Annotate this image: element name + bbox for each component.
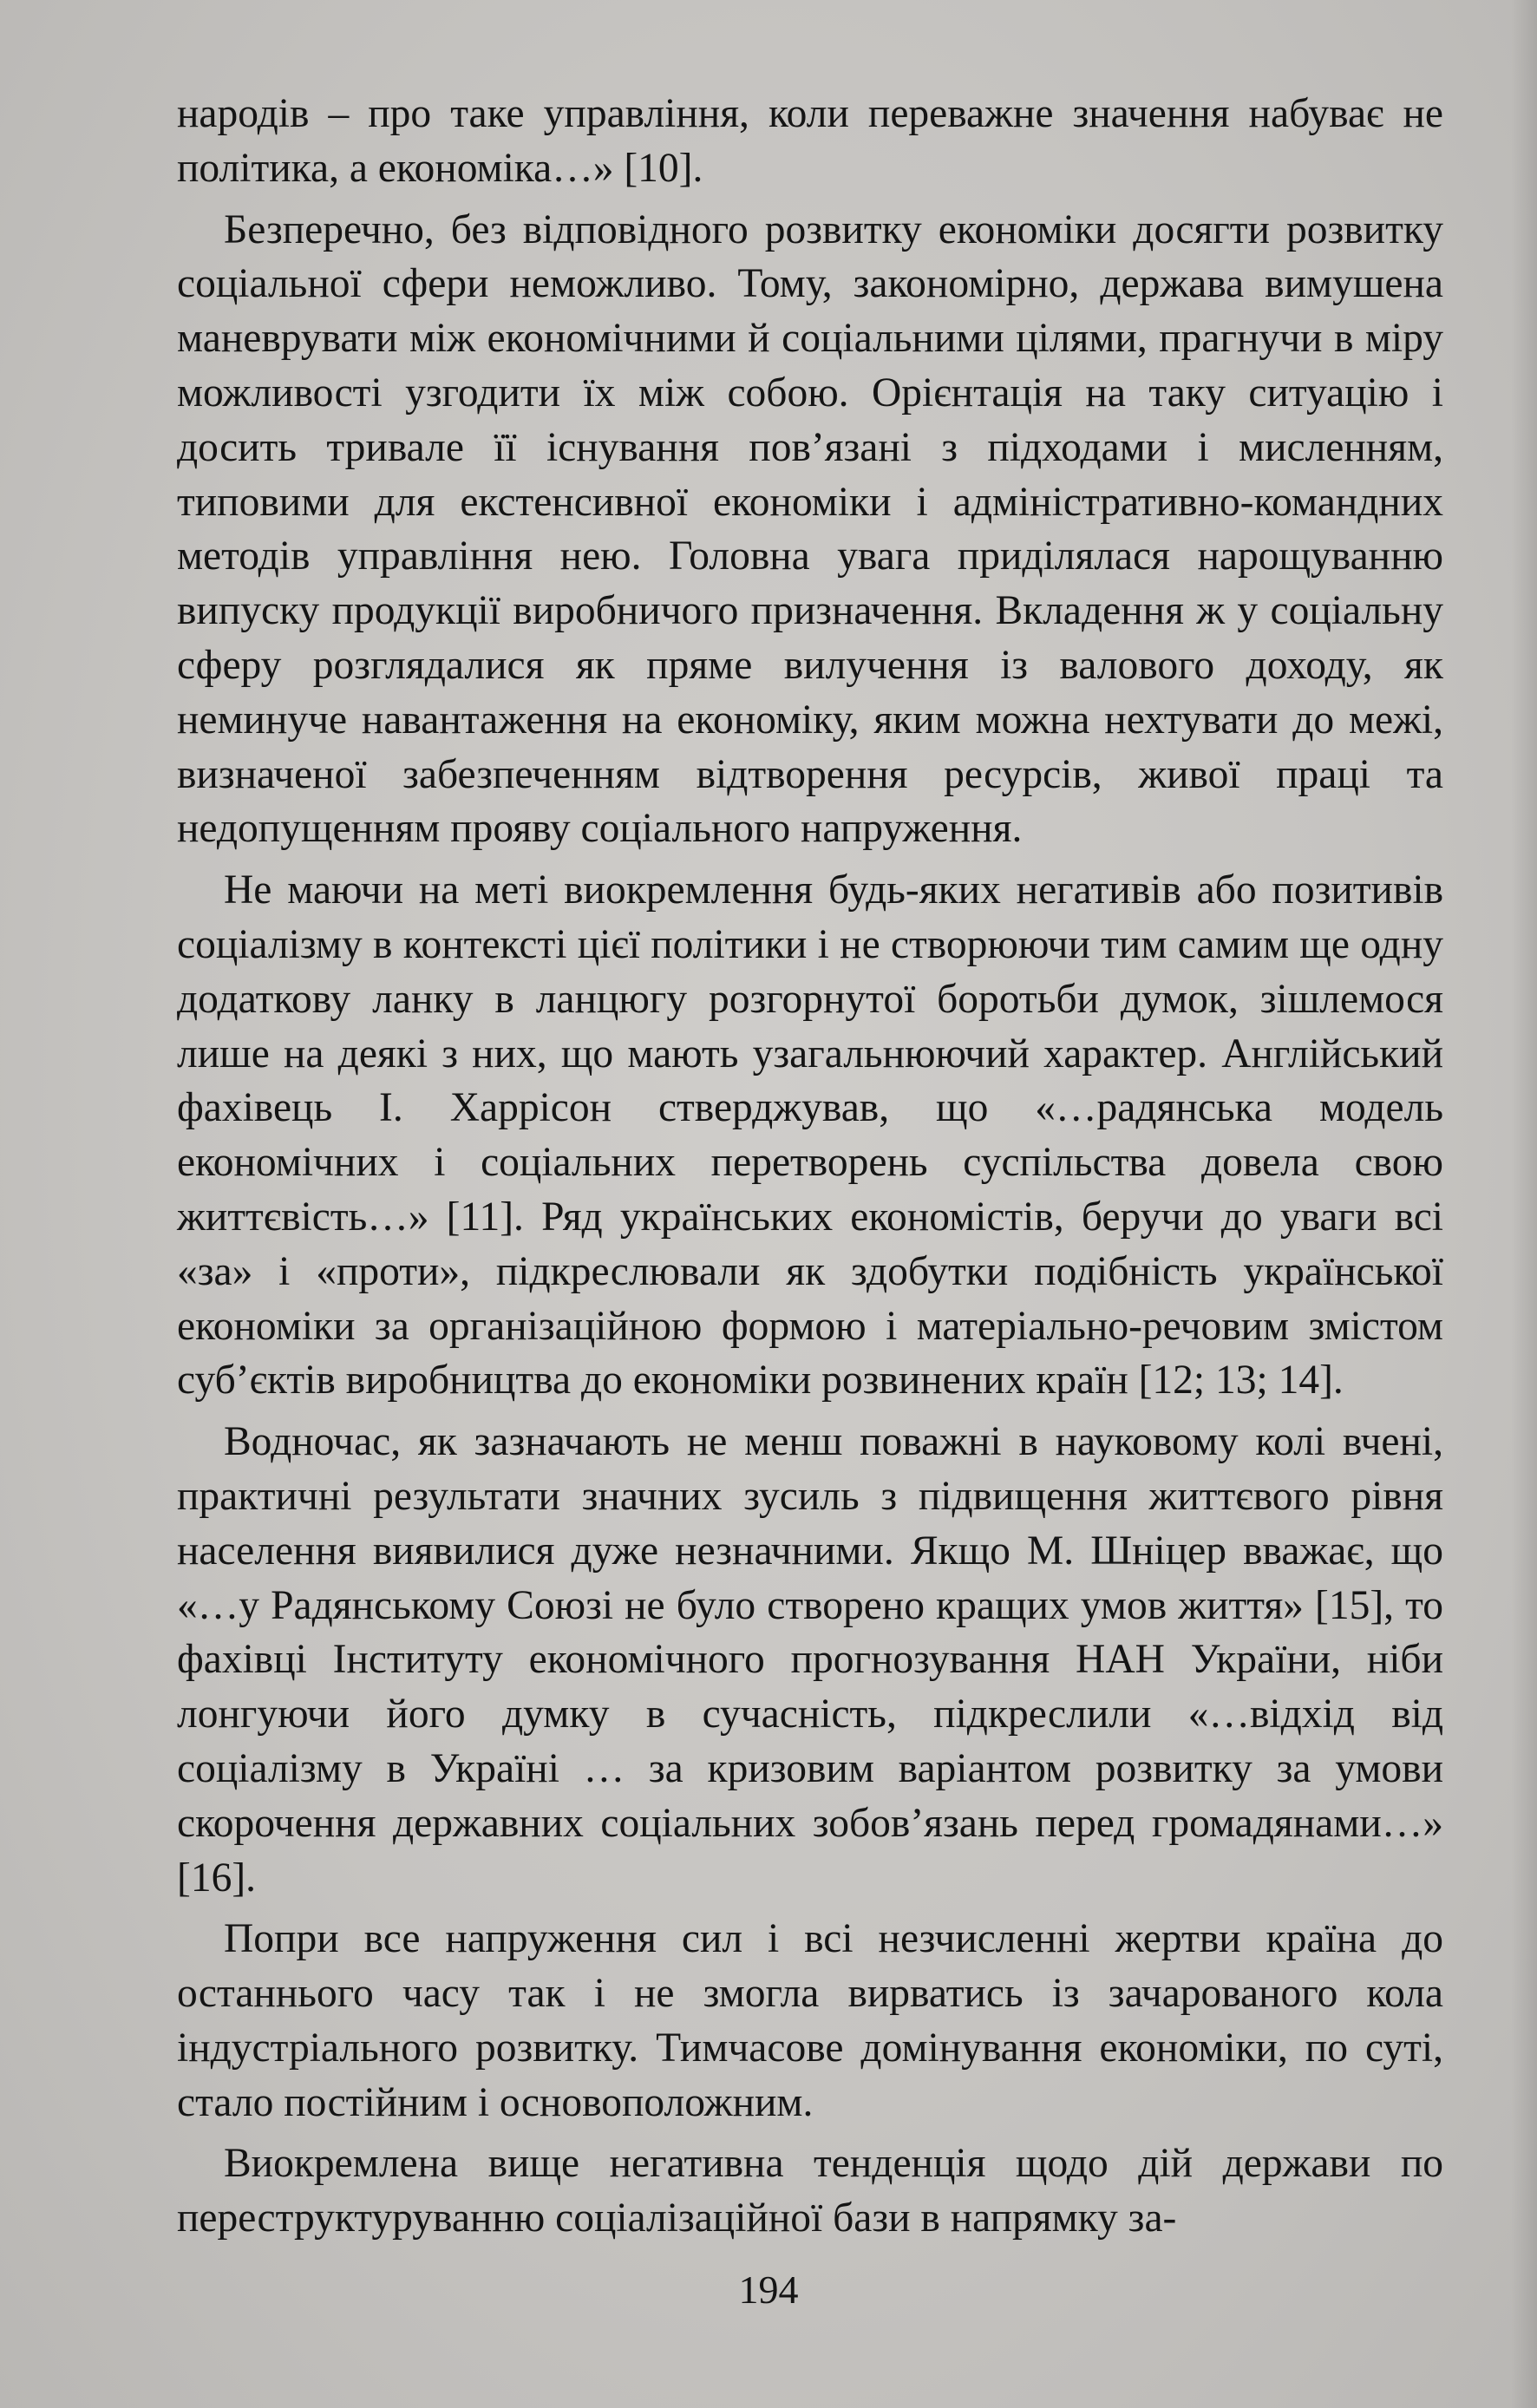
paragraph: Безперечно, без відповідного розвитку економіки досягти розвитку соціальної сфери неможливо. Тому, закономірно, держава вимушена маневрувати між економічними й соціальними цілями, прагнучи в міру можливості узгодити їх між собою. Орієнтація на таку ситуацію і досить тривале її існування пов’язані з підходами і мисленням, типовими для екстенсивної економіки і адміністративно-командних методів управління нею. Головна увага приділялася нарощуванню випуску продукції виробничого призначення. Вкладення ж у соціальну сферу розглядалися як пряме вилучення із валового доходу, як неминуче навантаження на економіку, яким можна нехтувати до межі, визначеної забезпеченням відтворення ресурсів, живої праці та недопущенням прояву соціального напруження. bbox=[177, 206, 1443, 852]
paragraph-continuation: народів – про таке управління, коли переважне значення набуває не політика, а економіка…» [10]. bbox=[177, 91, 1443, 191]
paragraph: Водночас, як зазначають не менш поважні в науковому колі вчені, практичні результати значних зусиль з підвищення життєвого рівня населення виявилися дуже незначними. Якщо М. Шніцер вважає, що «…у Радянському Союзі не було створено кращих умов життя» [15], то фахівці Інституту економічного прогнозування НАН України, ніби лонгуючи його думку в сучасність, підкреслили «…відхід від соціалізму в Україні … за кризовим варіантом розвитку за умови скорочення державних соціальних зобов’язань перед громадянами…» [16]. bbox=[177, 1419, 1443, 1901]
body-text bbox=[177, 87, 1443, 2253]
paragraph: Виокремлена вище негативна тенденція щодо дій держави по переструктуруванню соціалізаційної бази в напрямку за- bbox=[177, 2141, 1443, 2241]
page-number: 194 bbox=[738, 2267, 799, 2312]
paragraph: Попри все напруження сил і всі незчисленні жертви країна до останнього часу так і не змогла вирватись із зачарованого кола індустріального розвитку. Тимчасове домінування економіки, по суті, стало постійним і основоположним. bbox=[177, 1916, 1443, 2125]
paragraph: Не маючи на меті виокремлення будь-яких негативів або позитивів соціалізму в контексті цієї політики і не створюючи тим самим ще одну додаткову ланку в ланцюгу розгорнутої боротьби думок, зішлемося лише на деякі з них, що мають узагальнюючий характер. Англійський фахівець І. Харрісон стверджував, що «…радянська модель економічних і соціальних перетворень суспільства довела свою життєвість…» [11]. Ряд українських економістів, беручи до уваги всі «за» і «проти», підкреслювали як здобутки подібність української економіки за організаційною формою і матеріально-речовим змістом суб’єктів виробництва до економіки розвинених країн [12; 13; 14]. bbox=[177, 867, 1443, 1404]
page-edge-shadow bbox=[1511, 0, 1537, 2408]
